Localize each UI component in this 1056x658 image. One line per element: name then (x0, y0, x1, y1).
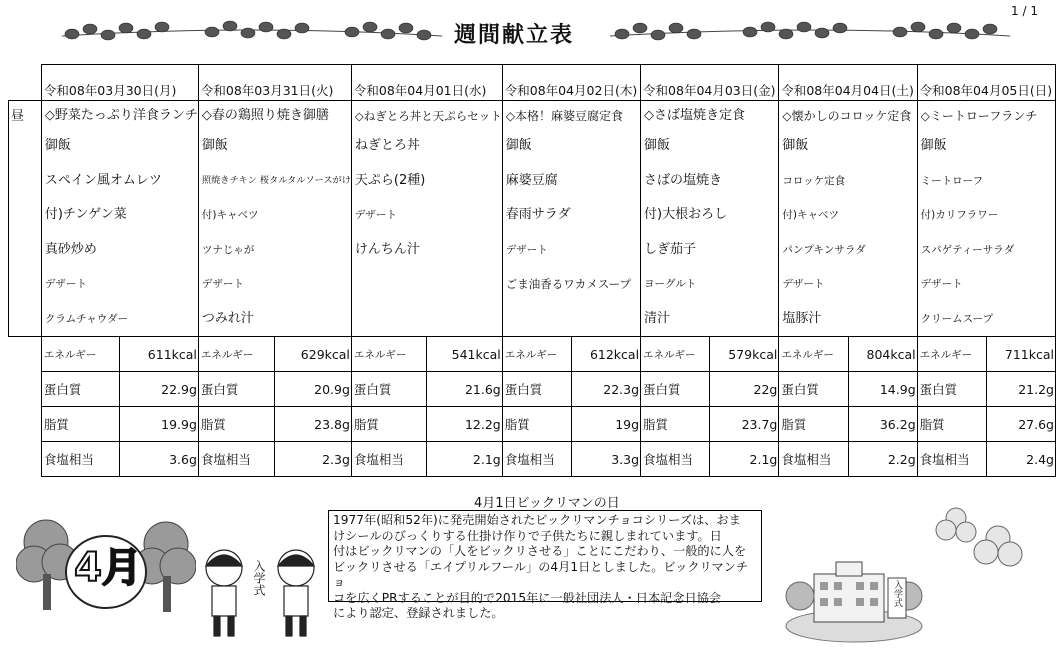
dish-item: 塩豚汁 (782, 310, 822, 326)
fat-label: 脂質 (641, 407, 710, 442)
protein-label: 蛋白質 (641, 372, 710, 407)
cherry-blossom-icon (928, 494, 1024, 580)
fat-value: 19g (572, 407, 641, 442)
menu-title: ◇本格！麻婆豆腐定食 (505, 109, 623, 123)
month-badge: 4月 (74, 545, 142, 591)
event-title: 4月1日ビックリマンの日 (474, 496, 620, 511)
energy-label: エネルギー (779, 337, 848, 372)
weekly-menu-table (8, 64, 1056, 477)
dish-item: ごま油香るワカメスープ (505, 277, 632, 291)
dish-item: 付)チンゲン菜 (44, 207, 127, 222)
dish-item: デザート (354, 209, 397, 221)
protein-label: 蛋白質 (41, 372, 120, 407)
fat-label: 脂質 (198, 407, 275, 442)
dish-item: 御飯 (782, 138, 809, 153)
day-menu-cell (641, 101, 779, 337)
event-line: コを広くPRすることが目的で2015年に一般社団法人・日本記念日協会 (333, 590, 722, 605)
protein-value: 14.9g (848, 372, 917, 407)
protein-value: 22.3g (572, 372, 641, 407)
dish-item: 天ぷら(2種) (354, 172, 426, 188)
energy-label: エネルギー (917, 337, 986, 372)
day-menu-cell (779, 101, 917, 337)
dish-item: デザート (505, 243, 548, 256)
leaf-garland-left-icon (62, 20, 442, 48)
date-header: 令和08年04月03日(金) (641, 65, 779, 101)
school-sign-label: 入学式 (892, 580, 902, 607)
dish-item: ミートローフ (920, 174, 984, 187)
dish-item: 御飯 (505, 138, 532, 153)
dish-item: 付)カリフラワー (920, 209, 999, 221)
day-menu-cell (351, 101, 502, 337)
dish-item: 御飯 (644, 138, 671, 153)
energy-row (9, 337, 1056, 372)
lunch-row (9, 101, 1056, 337)
protein-value: 21.6g (427, 372, 502, 407)
salt-label: 食塩相当 (351, 442, 426, 477)
fat-label: 脂質 (502, 407, 571, 442)
protein-row (9, 372, 1056, 407)
protein-label: 蛋白質 (917, 372, 986, 407)
protein-value: 22g (710, 372, 779, 407)
dish-item: けんちん汁 (354, 241, 420, 257)
corner-cell (9, 65, 42, 101)
dish-item: ヨーグルト (644, 278, 697, 290)
dish-item: デザート (920, 278, 963, 290)
menu-title: ◇さば塩焼き定食 (644, 108, 746, 123)
protein-label: 蛋白質 (198, 372, 275, 407)
fat-value: 19.9g (120, 407, 199, 442)
dish-item: 付)キャベツ (201, 209, 259, 221)
energy-value: 629kcal (275, 337, 352, 372)
fat-value: 23.7g (710, 407, 779, 442)
dish-item: コロッケ定食 (782, 174, 846, 187)
salt-label: 食塩相当 (917, 442, 986, 477)
salt-label: 食塩相当 (502, 442, 571, 477)
protein-label: 蛋白質 (502, 372, 571, 407)
day-menu-cell (502, 101, 640, 337)
dish-item: クリームスープ (920, 312, 994, 325)
energy-label: エネルギー (641, 337, 710, 372)
date-header: 令和08年04月05日(日) (917, 65, 1055, 101)
dish-item: ツナじゃが (201, 243, 255, 256)
dish-item: パンプキンサラダ (782, 243, 866, 256)
fat-value: 36.2g (848, 407, 917, 442)
salt-value: 2.3g (275, 442, 352, 477)
energy-label: エネルギー (502, 337, 571, 372)
leaf-garland-right-icon (610, 20, 1010, 48)
energy-label: エネルギー (198, 337, 275, 372)
salt-value: 3.3g (572, 442, 641, 477)
protein-label: 蛋白質 (779, 372, 848, 407)
day-menu-cell (41, 101, 198, 337)
salt-value: 2.1g (427, 442, 502, 477)
dish-item: 春雨サラダ (505, 207, 571, 222)
dish-item: 付)大根おろし (644, 207, 728, 222)
salt-label: 食塩相当 (198, 442, 275, 477)
salt-value: 2.2g (848, 442, 917, 477)
school-entrance-label: 入学式 (252, 560, 266, 596)
fat-label: 脂質 (779, 407, 848, 442)
dish-item: スペイン風オムレツ (44, 172, 162, 188)
date-header: 令和08年04月01日(水) (351, 65, 502, 101)
protein-label: 蛋白質 (351, 372, 426, 407)
salt-value: 2.1g (710, 442, 779, 477)
date-header: 令和08年03月30日(月) (41, 65, 198, 101)
dish-item: ねぎとろ丼 (354, 138, 420, 153)
dish-item: クラムチャウダー (44, 312, 129, 325)
event-description-box (328, 510, 762, 620)
menu-title: ◇ミートローフランチ (920, 109, 1038, 123)
energy-label: エネルギー (41, 337, 120, 372)
energy-value: 579kcal (710, 337, 779, 372)
date-header: 令和08年04月02日(木) (502, 65, 640, 101)
dish-item: しぎ茄子 (644, 241, 697, 257)
fat-row (9, 407, 1056, 442)
dish-item: デザート (201, 278, 244, 290)
date-header: 令和08年04月04日(土) (779, 65, 917, 101)
dish-item: 御飯 (201, 138, 228, 153)
protein-value: 20.9g (275, 372, 352, 407)
salt-row (9, 442, 1056, 477)
menu-title: ◇春の鶏照り焼き御膳 (201, 108, 329, 123)
energy-value: 612kcal (572, 337, 641, 372)
fat-label: 脂質 (41, 407, 120, 442)
event-line: ビックリさせる「エイプリルフール」の4月1日としました。ビックリマンチョ (333, 559, 749, 589)
dish-item: 御飯 (920, 138, 947, 153)
header (0, 14, 1056, 48)
salt-label: 食塩相当 (641, 442, 710, 477)
energy-value: 541kcal (427, 337, 502, 372)
protein-value: 22.9g (120, 372, 199, 407)
date-header-row (9, 65, 1056, 101)
school-building-illustration-icon (784, 548, 924, 644)
salt-value: 3.6g (120, 442, 199, 477)
page-number: 1 / 1 (1011, 4, 1038, 18)
dish-item: デザート (782, 278, 825, 290)
date-header: 令和08年03月31日(火) (198, 65, 351, 101)
dish-item: 麻婆豆腐 (505, 172, 558, 188)
protein-value: 21.2g (986, 372, 1055, 407)
dish-item: 真砂炒め (44, 241, 97, 257)
event-line: 付はビックリマンの「人をビックリさせる」ことにこだわり、一般的に人を (333, 544, 747, 558)
dish-item: つみれ汁 (201, 310, 254, 326)
dish-item: 清汁 (644, 310, 671, 326)
event-line: けシールのびっくりする仕掛け作りで子供たちに親しまれています。日 (333, 528, 722, 543)
event-line: 1977年(昭和52年)に発売開始されたビックリマンチョコシリーズは、おま (333, 513, 741, 527)
day-menu-cell (198, 101, 351, 337)
energy-value: 804kcal (848, 337, 917, 372)
event-line: により認定、登録されました。 (333, 606, 504, 620)
energy-label: エネルギー (351, 337, 426, 372)
dish-item: 御飯 (44, 138, 71, 153)
salt-value: 2.4g (986, 442, 1055, 477)
day-menu-cell (917, 101, 1055, 337)
dish-item: 照焼きチキン 桜タルタルソースがけ (201, 174, 351, 186)
menu-title: ◇野菜たっぷり洋食ランチ (44, 108, 198, 123)
meal-label: 昼 (9, 101, 42, 337)
menu-title: ◇ねぎとろ丼と天ぷらセット (354, 109, 502, 123)
fat-value: 23.8g (275, 407, 352, 442)
energy-value: 711kcal (986, 337, 1055, 372)
dish-item: さばの塩焼き (644, 172, 723, 188)
dish-item: デザート (44, 278, 87, 290)
fat-label: 脂質 (351, 407, 426, 442)
energy-value: 611kcal (120, 337, 199, 372)
fat-value: 12.2g (427, 407, 502, 442)
menu-title: ◇懐かしのコロッケ定食 (782, 109, 912, 123)
salt-label: 食塩相当 (41, 442, 120, 477)
dish-item: 付)キャベツ (782, 209, 839, 221)
fat-value: 27.6g (986, 407, 1055, 442)
page-title: 週間献立表 (454, 23, 575, 48)
salt-label: 食塩相当 (779, 442, 848, 477)
dish-item: スパゲティーサラダ (920, 243, 1015, 256)
fat-label: 脂質 (917, 407, 986, 442)
